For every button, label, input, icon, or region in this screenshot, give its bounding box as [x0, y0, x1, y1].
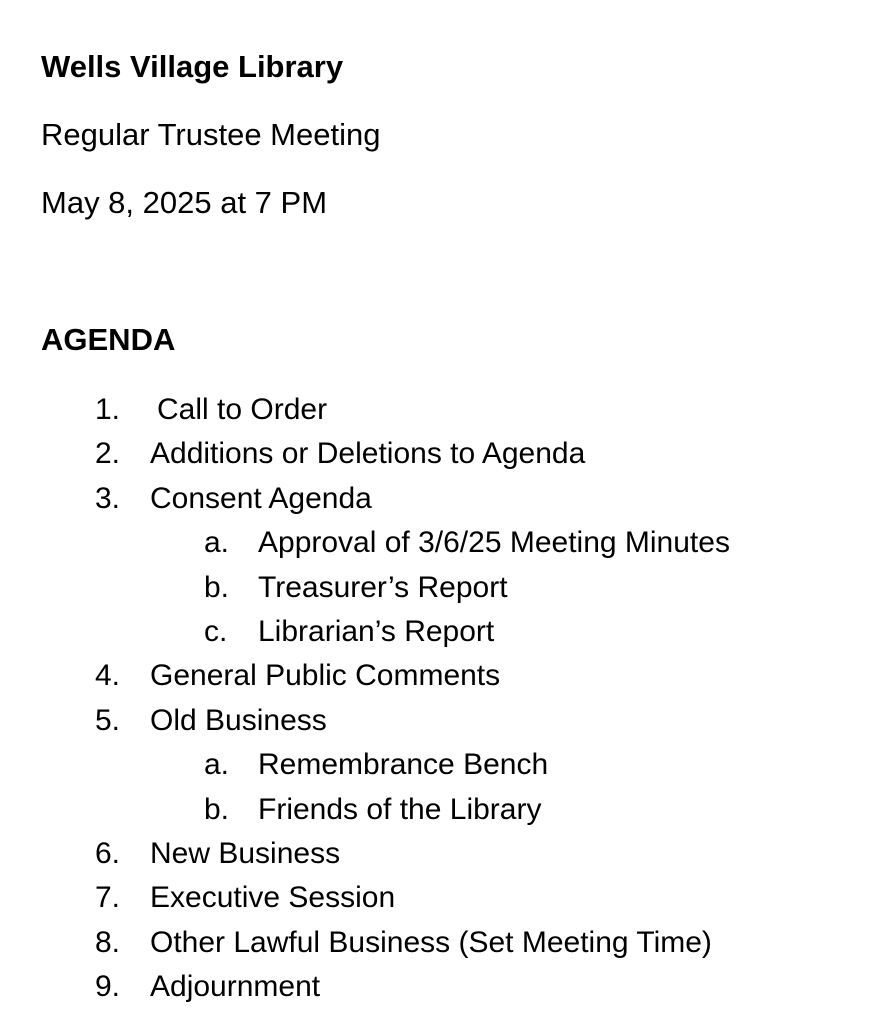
agenda-subitem-letter: c.: [204, 614, 228, 648]
agenda-subitem: [0, 743, 881, 787]
agenda-item: [0, 832, 881, 876]
agenda-list: [0, 388, 881, 1009]
agenda-subitem-letter: b.: [204, 570, 230, 604]
agenda-subitem-letter: a.: [204, 748, 230, 782]
agenda-item: [0, 699, 881, 743]
agenda-item-number: 1.: [95, 393, 121, 426]
meeting-type: Regular Trustee Meeting: [41, 117, 381, 152]
agenda-subitem: [0, 566, 881, 610]
agenda-item: [0, 965, 881, 1009]
agenda-item-text: New Business: [150, 836, 341, 870]
agenda-item-number: 8.: [95, 925, 121, 959]
agenda-item: [0, 477, 881, 521]
agenda-item: [0, 876, 881, 920]
agenda-item-text: Consent Agenda: [150, 481, 372, 515]
meeting-datetime: May 8, 2025 at 7 PM: [41, 185, 328, 220]
agenda-item: [0, 432, 881, 476]
agenda-item-text: Adjournment: [150, 970, 321, 1004]
agenda-title: AGENDA: [41, 322, 176, 357]
agenda-item-text: Executive Session: [150, 881, 396, 915]
agenda-subitem: [0, 521, 881, 565]
agenda-subitem-text: Treasurer’s Report: [258, 570, 508, 604]
agenda-item-text: Old Business: [150, 703, 327, 737]
agenda-item-number: 3.: [95, 481, 121, 515]
agenda-subitem-text: Librarian’s Report: [258, 614, 495, 648]
agenda-item-number: 2.: [95, 437, 121, 471]
agenda-item-text: General Public Comments: [150, 659, 501, 693]
agenda-item-text: Additions or Deletions to Agenda: [150, 437, 586, 471]
agenda-subitem-text: Friends of the Library: [258, 792, 542, 826]
agenda-subitem-letter: a.: [204, 526, 230, 560]
agenda-subitem-text: Remembrance Bench: [258, 748, 549, 782]
agenda-subitem: [0, 788, 881, 832]
agenda-item-number: 7.: [95, 881, 121, 915]
agenda-item-text: Other Lawful Business (Set Meeting Time): [150, 925, 712, 959]
agenda-subitem-text: Approval of 3/6/25 Meeting Minutes: [258, 526, 730, 560]
agenda-item-number: 5.: [95, 703, 121, 737]
agenda-item: [0, 921, 881, 965]
agenda-item-number: 6.: [95, 836, 121, 870]
agenda-item: [0, 388, 881, 432]
agenda-item-text: Call to Order: [157, 393, 328, 426]
agenda-subitem-letter: b.: [204, 792, 230, 826]
agenda-subitem: [0, 610, 881, 654]
agenda-item: [0, 654, 881, 698]
agenda-item-number: 4.: [95, 659, 121, 693]
agenda-item-number: 9.: [95, 970, 121, 1004]
library-name: Wells Village Library: [41, 49, 344, 84]
